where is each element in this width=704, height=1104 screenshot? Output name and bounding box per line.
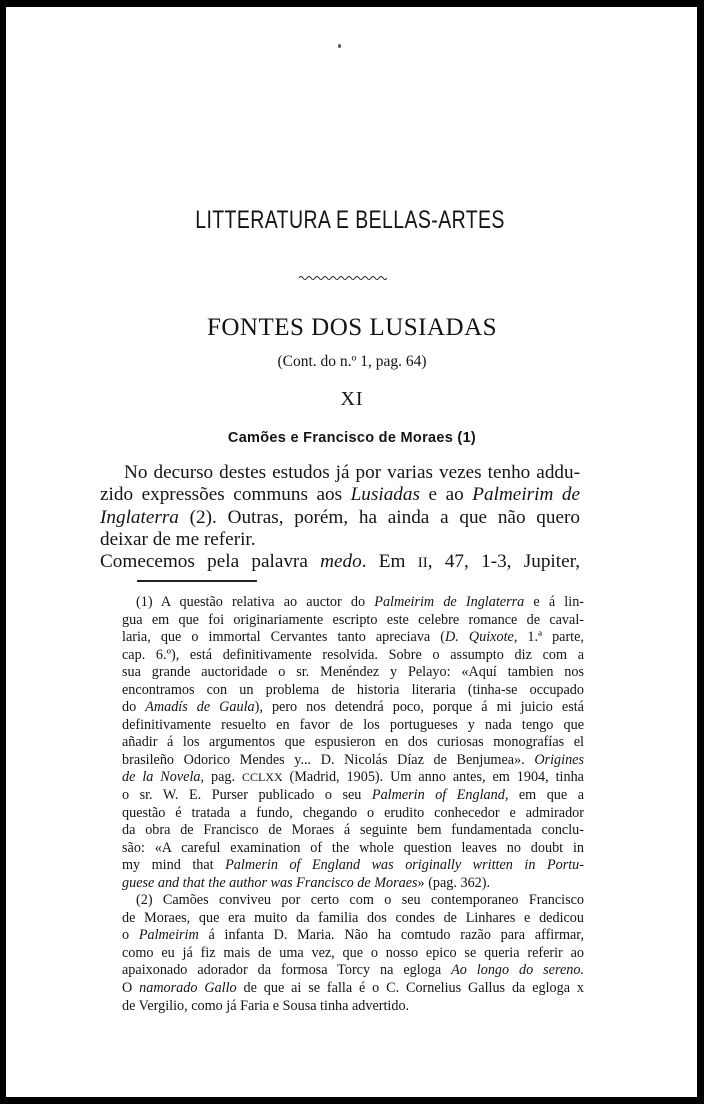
footnote-line bbox=[122, 717, 584, 735]
footnote-line bbox=[122, 612, 584, 630]
footnote-line bbox=[122, 840, 584, 858]
text-span: guese and that the author was Francisco de Moraes bbox=[122, 874, 418, 891]
continuation-note: (Cont. do n.º 1, pag. 64) bbox=[277, 353, 427, 370]
text-span: O bbox=[122, 980, 140, 997]
text-span: e ao bbox=[419, 484, 473, 506]
text-span: D. Quixote bbox=[445, 629, 514, 646]
body-line bbox=[100, 529, 580, 551]
text-span: questão é tratada a fundo, chegando o erudito conhecedor e admirador bbox=[122, 804, 584, 821]
body-line bbox=[100, 484, 580, 506]
text-span: em que a bbox=[508, 787, 584, 804]
footnotes bbox=[122, 594, 584, 1015]
body-line bbox=[100, 551, 580, 574]
footnote-line bbox=[122, 647, 584, 665]
text-span: namorado Gallo bbox=[139, 980, 237, 997]
text-span: Palmerin of England, bbox=[371, 787, 509, 804]
footnote-rule bbox=[137, 580, 257, 582]
text-span: (2). Outras, porém, ha ainda a que não quero bbox=[178, 506, 580, 528]
footnote-line bbox=[122, 875, 584, 893]
footnote-line bbox=[122, 962, 584, 980]
footnote-line bbox=[122, 945, 584, 963]
text-span: II bbox=[417, 555, 428, 572]
text-span: » (pag. 362). bbox=[417, 874, 491, 891]
footnote-line bbox=[122, 664, 584, 682]
body-line bbox=[100, 462, 580, 484]
chapter-subheading: Camões e Francisco de Moraes (1) bbox=[227, 430, 477, 446]
print-speck bbox=[338, 44, 341, 48]
wavy-ornament bbox=[299, 274, 387, 282]
text-span: encontramos con un problema de historia literaria (tinha-se occupado bbox=[122, 681, 584, 698]
text-span: , 47, 1-3, Jupiter, bbox=[427, 551, 581, 573]
text-span: apaixonado adorador da formosa Torcy na egloga bbox=[122, 962, 452, 979]
text-span: sua grande auctoridade o sr. Menéndez y Pelayo: «Aquí tambien nos bbox=[122, 664, 584, 681]
text-span: my mind that bbox=[122, 857, 226, 874]
footnote-line bbox=[122, 699, 584, 717]
text-span: Palmeirim de Inglaterra bbox=[374, 594, 525, 610]
text-span: ), pero nos detendrá poco, porque á mi juicio está bbox=[254, 699, 584, 716]
text-span: (1) A questão relativa ao auctor do bbox=[136, 594, 375, 610]
footnote-line bbox=[122, 822, 584, 840]
text-span: Amadís de Gaula bbox=[145, 699, 255, 716]
footnote-line bbox=[122, 857, 584, 875]
text-span: Palmerin of England was originally written in Portu- bbox=[225, 857, 584, 874]
text-span: añadir á los argumentos que espusieron en dos curiosas monografías el bbox=[122, 734, 584, 751]
text-span: Origines bbox=[534, 751, 584, 768]
text-span: Comecemos pela palavra bbox=[100, 551, 321, 573]
text-span: de Moraes, que era muito da familia dos condes de Linhares e dedicou bbox=[122, 909, 584, 926]
text-span: . Em bbox=[361, 551, 418, 573]
footnote-line bbox=[122, 892, 584, 910]
text-span: No decurso destes estudos já por varias vezes tenho addu- bbox=[124, 462, 580, 483]
footnote-line bbox=[122, 998, 584, 1016]
text-span: , pag. bbox=[200, 769, 242, 786]
text-span: Ao longo do sereno. bbox=[451, 962, 585, 979]
text-span: Palmeirim de bbox=[472, 484, 580, 506]
text-span: deixar de me referir. bbox=[100, 528, 256, 550]
text-span: (Madrid, 1905). Um anno antes, em 1904, tinha bbox=[282, 769, 584, 786]
text-span: brasileño Odorico Mendes y... D. Nicolás Díaz de Benjumea». bbox=[122, 751, 535, 768]
chapter-number: XI bbox=[340, 388, 364, 410]
text-span: Palmeirim bbox=[138, 927, 199, 944]
body-line bbox=[100, 507, 580, 529]
text-span: medo bbox=[320, 551, 362, 573]
footnote-line bbox=[122, 787, 584, 805]
footnote-line bbox=[122, 910, 584, 928]
body-paragraph bbox=[100, 462, 580, 574]
text-span: do bbox=[122, 699, 146, 716]
page-title: LITTERATURA E BELLAS-ARTES bbox=[195, 206, 505, 234]
text-span: de que ai se falla é o C. Cornelius Gallus da egloga x bbox=[236, 980, 584, 997]
text-span: definitivamente resuelto en favor de los portugueses y nada tengo que bbox=[122, 716, 584, 733]
text-span: como eu já fiz mais de uma vez, que o nosso epico se queria referir ao bbox=[122, 944, 584, 961]
text-span: e á lin- bbox=[524, 594, 585, 610]
footnote-line bbox=[122, 980, 584, 998]
footnote-line bbox=[122, 769, 584, 787]
footnote-line bbox=[122, 682, 584, 700]
text-span: laria, que o immortal Cervantes tanto apreciava ( bbox=[122, 629, 446, 646]
text-span: de la Novela bbox=[122, 769, 201, 786]
section-title: FONTES DOS LUSIADAS bbox=[206, 314, 498, 341]
footnote-line bbox=[122, 594, 584, 612]
text-span: gua em que foi originariamente escripto este celebre romance de caval- bbox=[122, 611, 584, 628]
footnote-line bbox=[122, 927, 584, 945]
text-span: cap. 6.º), está definitivamente resolvida. Sobre o assumpto diz com a bbox=[122, 646, 584, 663]
text-span: , 1.ª parte, bbox=[513, 629, 584, 646]
text-span: á infanta D. Maria. Não ha comtudo razão para affirmar, bbox=[198, 927, 584, 944]
text-span: Inglaterra bbox=[100, 506, 179, 528]
text-span: o sr. W. E. Purser publicado o seu bbox=[122, 787, 372, 804]
text-span: da obra de Francisco de Moraes á seguinte bem fundamentada conclu- bbox=[122, 822, 584, 839]
text-span: zido expressões communs aos bbox=[100, 484, 351, 506]
footnote-line bbox=[122, 805, 584, 823]
footnote-line bbox=[122, 752, 584, 770]
text-span: (2) Camões conviveu por certo com o seu contemporaneo Francisco bbox=[136, 892, 584, 909]
text-span: são: «A careful examination of the whole question leaves no doubt in bbox=[122, 839, 584, 856]
text-span: CCLXX bbox=[241, 770, 283, 785]
text-span: o bbox=[122, 927, 139, 944]
footnote-line bbox=[122, 629, 584, 647]
text-span: de Vergilio, como já Faria e Sousa tinha advertido. bbox=[122, 997, 410, 1014]
footnote-line bbox=[122, 734, 584, 752]
text-span: Lusiadas bbox=[350, 484, 420, 506]
